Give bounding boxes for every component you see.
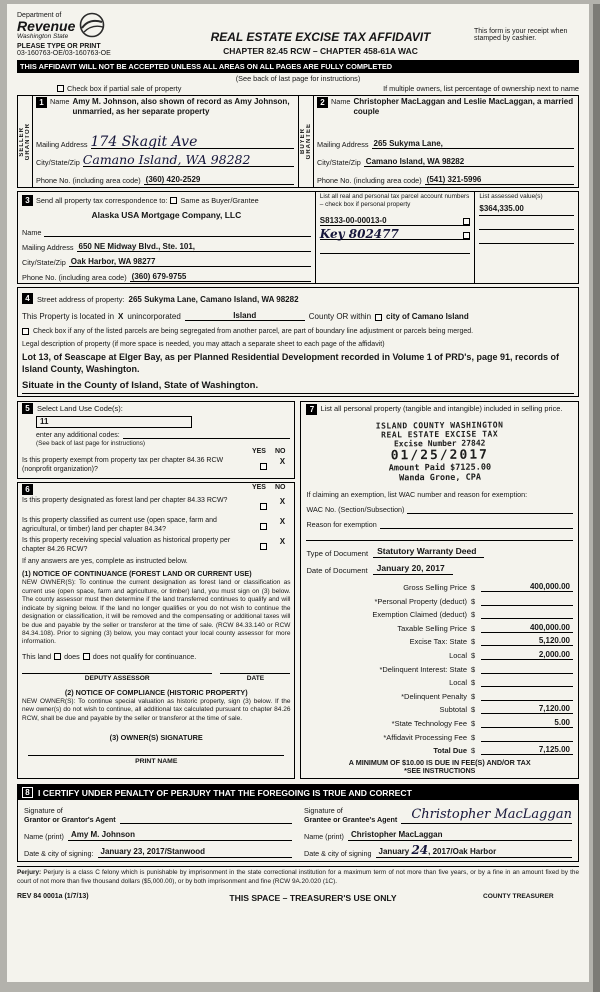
no-header-6: NO (274, 484, 286, 492)
partial-sale-row (17, 84, 579, 93)
if-yes-note: If any answers are yes, complete as instructed below. (22, 558, 188, 566)
dollar-sign: $ (471, 596, 476, 606)
stamp-county: ISLAND COUNTY WASHINGTON (375, 420, 504, 431)
money-row-delinq-penalty (306, 687, 573, 701)
money-row-delinq-interest-local (306, 674, 573, 688)
exemption-note: If claiming an exemption, list WAC number and reason for exemption: (306, 490, 528, 500)
buyer-phone-label: Phone No. (including area code) (317, 176, 422, 185)
money-value: 2,000.00 (481, 650, 573, 660)
owners-signature-label: (3) OWNER(S) SIGNATURE (109, 733, 203, 743)
grantee-signature-value: Christopher MacLaggan (411, 807, 572, 823)
grantee-signature-cell (298, 800, 578, 861)
money-label: Subtotal (439, 705, 467, 715)
seller-phone-label: Phone No. (including area code) (36, 176, 141, 185)
parcel-blank-line[interactable] (320, 240, 471, 254)
land-use-code-field[interactable]: 11 (36, 416, 192, 428)
money-label: Excise Tax: State (409, 637, 467, 647)
section-6-number: 6 (22, 484, 33, 495)
corr-name-label: Name (22, 228, 42, 237)
tax-computation-section (300, 401, 579, 779)
money-label: Taxable Selling Price (397, 623, 467, 633)
certification-section (17, 784, 579, 862)
grantee-signature-label (304, 806, 397, 824)
money-label: *State Technology Fee (391, 718, 467, 728)
revenue-logo-icon (79, 12, 105, 38)
buyer-section (298, 96, 578, 187)
segregated-checkbox[interactable] (22, 328, 29, 335)
grantee-signature-line[interactable] (401, 805, 572, 824)
section-4-number: 4 (22, 293, 33, 304)
see-back-note-2: (See back of last page for instructions) (36, 440, 146, 448)
grantor-signature-label (24, 806, 116, 824)
notice-compliance-body: NEW OWNER(S): To continue special valuation as historic property, sign (3) below. If the new owner(s) do not wish to continue, all additional tax calculated pursuant to chapter 84.26 RCW, shall be due and payable by the seller or transferor at the time of sale. (22, 697, 291, 722)
money-row-gross (306, 578, 573, 592)
warning-bar: THIS AFFIDAVIT WILL NOT BE ACCEPTED UNLESS ALL AREAS ON ALL PAGES ARE FULLY COMPLETED (17, 60, 579, 73)
legal-description-value: Lot 13, of Seascape at Elger Bay, as per Planned Residential Development recorded in Volume 1 of PRD's, page 91, records of Island County, Washington. (22, 352, 559, 374)
unincorporated-mark: X (118, 312, 124, 321)
grantee-agent-label: Grantee or Grantee's Agent (304, 815, 398, 825)
section-2-number: 2 (317, 97, 328, 108)
money-row-excise-state (306, 633, 573, 647)
additional-codes-label: enter any additional codes: (36, 432, 120, 440)
form-chapter: CHAPTER 82.45 RCW – CHAPTER 458-61A WAC (223, 46, 418, 56)
see-instructions-note: *SEE INSTRUCTIONS (404, 768, 476, 776)
unincorporated-label: unincorporated (127, 312, 181, 321)
buyer-name-value: Christopher MacLaggan and Leslie MacLaggan, a married couple (353, 97, 574, 116)
deputy-assessor-line[interactable]: DEPUTY ASSESSOR (22, 673, 212, 682)
money-label: Gross Selling Price (403, 582, 467, 592)
county-treasurer-label: COUNTY TREASURER (483, 893, 554, 901)
forest-no-answer: X (279, 497, 286, 507)
money-label: Total Due (433, 746, 467, 756)
city-checkbox[interactable] (375, 314, 382, 321)
designation-section (17, 482, 295, 779)
buyer-side-strip (299, 96, 314, 187)
this-land-label: This land (22, 651, 52, 661)
grantee-date-city-value (376, 843, 572, 858)
county-name-field[interactable]: Island (185, 311, 305, 321)
assessed-value-header: List assessed value(s) (479, 193, 543, 200)
affidavit-page (7, 4, 589, 982)
money-label: *Affidavit Processing Fee (383, 732, 467, 742)
forest-yes-checkbox[interactable] (260, 503, 267, 510)
dept-line3: Washington State (17, 33, 69, 40)
parcel-numbers-header: List all real and personal tax parcel account numbers – check box if personal property (319, 193, 470, 208)
land-use-label: Select Land Use Code(s): (37, 404, 123, 414)
money-value: 7,120.00 (481, 704, 573, 714)
reason-field[interactable] (380, 520, 573, 529)
seller-address-label: Mailing Address (36, 140, 88, 149)
certify-statement: I CERTIFY UNDER PENALTY OF PERJURY THAT THE FOREGOING IS TRUE AND CORRECT (38, 787, 412, 798)
revenue-logo-text (17, 12, 75, 40)
corr-address-label: Mailing Address (22, 243, 74, 252)
buyer-phone-field[interactable] (425, 175, 574, 185)
date-of-document-label: Date of Document (306, 566, 368, 576)
corr-phone-label: Phone No. (including area code) (22, 273, 127, 282)
date-of-document-value: January 20, 2017 (373, 563, 453, 575)
dollar-sign: $ (471, 582, 476, 592)
section-7-number: 7 (306, 404, 317, 415)
street-address-label: Street address of property: (37, 295, 125, 304)
street-address-value: 265 Sukyma Lane, Camano Island, WA 98282 (128, 295, 299, 304)
send-correspondence-label: Send all property tax correspondence to: (36, 196, 168, 205)
assessor-date-line[interactable]: DATE (220, 673, 290, 682)
buyer-city-field[interactable] (364, 157, 574, 167)
seller-phone-value: (360) 420-2529 (145, 175, 201, 184)
corr-phone-value: (360) 679-9755 (131, 272, 187, 281)
money-value[interactable] (481, 618, 573, 619)
minimum-due-note: A MINIMUM OF $10.00 IS DUE IN FEE(S) AND/OR TAX (348, 758, 531, 768)
money-label: Local (449, 678, 467, 688)
please-type-label: PLEASE TYPE OR PRINT (17, 43, 101, 50)
does-checkbox[interactable] (54, 653, 61, 660)
historic-no-answer: X (279, 537, 286, 547)
parties-section (17, 95, 579, 188)
grantee-date-typed-post: , 2017/Oak Harbor (428, 847, 497, 857)
seller-address-field[interactable] (90, 133, 294, 150)
buyer-city-label: City/State/Zip (317, 158, 361, 167)
grantee-date-typed-pre: January (378, 847, 410, 857)
stamp-amount-paid: Amount Paid $7125.00 (388, 462, 492, 474)
seller-side-strip (18, 96, 33, 187)
city-of-label: city of Camano Island (386, 312, 469, 321)
corr-name-field[interactable] (44, 228, 310, 237)
header-left (17, 12, 167, 57)
current-use-question: Is this property classified as current use (open space, farm and agricultural, or timber) land per chapter 84.34? (22, 517, 217, 534)
signature-of-label: Signature of (24, 806, 63, 816)
money-row-subtotal (306, 701, 573, 715)
grantor-date-city-label: Date & city of signing: (24, 849, 94, 859)
grantee-date-city-label: Date & city of signing (304, 849, 372, 859)
money-row-total-due (306, 742, 573, 756)
money-value[interactable] (481, 700, 573, 701)
money-row-delinq-interest-state (306, 660, 573, 674)
revenue-logo (17, 12, 167, 40)
dollar-sign: $ (471, 691, 476, 701)
personal-property-label: List all personal property (tangible and intangible) included in selling price. (320, 404, 563, 414)
does-not-label: does not qualify for continuance. (92, 651, 197, 661)
money-value[interactable] (481, 673, 573, 674)
signature-of-label: Signature of (304, 806, 343, 816)
land-use-section (17, 401, 295, 479)
located-in-label: This Property is located in (22, 312, 115, 321)
seller-city-value: Camano Island, WA 98282 (82, 152, 251, 167)
county-or-label: County OR within (308, 312, 372, 321)
buyer-phone-value: (541) 321-5996 (426, 175, 482, 184)
money-label: *Delinquent Penalty (401, 691, 467, 701)
perjury-text: Perjury is a class C felony which is punishable by imprisonment in the state correctional institution for a maximum term of not more than five years, or by a fine in an amount fixed by the court of not more than five thousand dollars ($5,000.00), or by both imprisonment and fine (RCW 9A.20.020 (1C). (17, 869, 579, 885)
type-of-document-label: Type of Document (306, 549, 369, 559)
exempt-yes-checkbox[interactable] (260, 463, 267, 470)
see-back-note: (See back of last page for instructions) (235, 74, 361, 83)
seller-city-field[interactable] (82, 152, 294, 167)
seller-name-label: Name (50, 97, 70, 106)
buyer-side-label: BUYER (300, 128, 306, 155)
dollar-sign: $ (471, 650, 476, 660)
seller-side-label: SELLER (19, 126, 25, 157)
money-row-tech-fee (306, 714, 573, 728)
buyer-address-field[interactable] (372, 139, 574, 149)
dollar-sign: $ (471, 664, 476, 674)
segregated-label: Check box if any of the listed parcels are being segregated from another parcel, are part of boundary line adjustment or parcels being merged. (33, 327, 474, 335)
assessed-blank-line-2[interactable] (479, 230, 574, 244)
multiple-owners-note: If multiple owners, list percentage of ownership next to name (383, 84, 579, 93)
form-header (17, 12, 579, 57)
partial-sale-checkbox[interactable] (57, 85, 64, 92)
situate-line: Situate in the County of Island, State of Washington. (22, 380, 574, 394)
perjury-lead: Perjury: (17, 869, 42, 877)
exempt-question: Is this property exempt from property tax per chapter 84.36 RCW (nonprofit organization)? (22, 457, 224, 474)
property-section (17, 287, 579, 397)
reason-blank-line[interactable] (306, 529, 573, 541)
money-label: *Delinquent Interest: State (379, 664, 467, 674)
yes-header-6: YES (251, 484, 266, 492)
seller-name-value: Amy M. Johnson, also shown of record as Amy Johnson, unmarried, as her separate property (72, 97, 290, 116)
footer-row (17, 893, 579, 903)
grantor-name-value: Amy M. Johnson (68, 830, 292, 841)
stamp-date: 01/25/2017 (390, 447, 489, 464)
dept-line2: Revenue (17, 18, 76, 34)
correspondence-section (17, 191, 579, 284)
stamp-excise-number: Excise Number 27842 (393, 438, 486, 449)
certification-bar (18, 785, 578, 800)
section-5-number: 5 (22, 403, 33, 414)
notice-continuance-title: (1) NOTICE OF CONTINUANCE (FOREST LAND OR CURRENT USE) (22, 569, 252, 579)
grantor-signature-line[interactable] (120, 815, 292, 824)
money-label: Local (449, 650, 467, 660)
money-label: *Personal Property (deduct) (374, 596, 467, 606)
current-use-yes-checkbox[interactable] (260, 523, 267, 530)
corr-phone-field[interactable] (130, 272, 311, 282)
money-value[interactable] (481, 686, 573, 687)
additional-codes-field[interactable] (123, 430, 291, 439)
dollar-sign: $ (471, 610, 476, 620)
correspondence-company: Alaska USA Mortgage Company, LLC (91, 210, 242, 220)
corr-city-label: City/State/Zip (22, 258, 66, 267)
historic-yes-checkbox[interactable] (260, 543, 267, 550)
grantor-side-label: GRANTOR (25, 122, 31, 161)
owners-signature-line[interactable] (28, 744, 284, 756)
seller-city-label: City/State/Zip (36, 158, 80, 167)
header-title-block (167, 30, 474, 57)
money-row-personal (306, 592, 573, 606)
parcel-number-1: S8133-00-00013-0 (319, 216, 387, 226)
does-not-checkbox[interactable] (83, 653, 90, 660)
historic-question: Is this property receiving special valuation as historical property per chapter 84.26 RCW? (22, 537, 231, 554)
stamp-signer: Wanda Grone, CPA (398, 473, 481, 484)
dollar-sign: $ (471, 678, 476, 688)
grantor-signature-cell (18, 800, 298, 861)
money-value: 400,000.00 (481, 582, 573, 592)
buyer-city-value: Camano Island, WA 98282 (365, 157, 465, 166)
money-row-exemption (306, 606, 573, 620)
exempt-no-answer: X (279, 457, 286, 467)
grantor-agent-label: Grantor or Grantor's Agent (24, 815, 116, 825)
dollar-sign: $ (471, 705, 476, 715)
grantee-name-value: Christopher MacLaggan (348, 830, 572, 841)
seller-address-value: 174 Skagit Ave (90, 133, 198, 150)
money-value: 5,120.00 (481, 636, 573, 646)
corr-city-field[interactable] (69, 257, 311, 267)
grantee-name-print-label: Name (print) (304, 832, 344, 842)
corr-address-field[interactable] (77, 242, 311, 252)
notice-continuance-body: NEW OWNER(S): To continue the current designation as forest land or classification as current use (open space, farm and agriculture, or timber) land, you must sign on (3) below. The county assessor must then determine if the land transferred continues to qualify and will indicate by signing below. If the land no longer qualifies or you do not wish to continue the designation or classification, it will be removed and the compensating or additional taxes will be due and payable by the seller or transferor at the time of sale. (RCW 84.33.140 or RCW 84.34.108). Prior to signing (3) below, you may contact your local county assessor for more information. (22, 579, 291, 646)
dollar-sign: $ (471, 623, 476, 633)
grantee-side-label: GRANTEE (306, 123, 312, 160)
stamp-title: REAL ESTATE EXCISE TAX (381, 429, 499, 440)
partial-sale-label: Check box if partial sale of property (67, 84, 182, 93)
section-8-number: 8 (22, 787, 33, 798)
type-of-document-value: Statutory Warranty Deed (373, 546, 484, 558)
forest-land-question: Is this property designated as forest land per chapter 84.33 RCW? (22, 497, 228, 505)
grantor-name-print-label: Name (print) (24, 832, 64, 842)
same-as-buyer-label: Same as Buyer/Grantee (180, 196, 259, 205)
money-value[interactable] (481, 605, 573, 606)
seller-phone-field[interactable] (144, 175, 294, 185)
corr-address-value: 650 NE Midway Blvd., Ste. 101, (78, 242, 196, 251)
does-label: does (64, 651, 80, 661)
money-row-taxable (306, 619, 573, 633)
excise-tax-stamp (376, 421, 504, 484)
same-as-buyer-checkbox[interactable] (170, 197, 177, 204)
money-value[interactable] (481, 741, 573, 742)
dollar-sign: $ (471, 732, 476, 742)
assessed-value-1: $364,335.00 (479, 204, 574, 216)
dollar-sign: $ (471, 637, 476, 647)
form-title: REAL ESTATE EXCISE TAX AFFIDAVIT (210, 30, 431, 44)
form-code: 03-160763-OE/03-160763-OE (17, 50, 111, 57)
current-use-no-answer: X (279, 517, 286, 527)
seller-section (18, 96, 298, 187)
parcel-number-2: Key 802477 (319, 226, 399, 241)
money-row-affidavit-fee (306, 728, 573, 742)
dollar-sign: $ (471, 746, 476, 756)
buyer-address-label: Mailing Address (317, 140, 369, 149)
parcel-2-personal-checkbox[interactable] (463, 232, 470, 239)
buyer-address-value: 265 Sukyma Lane, (373, 139, 443, 148)
section-3-number: 3 (22, 195, 33, 206)
legal-description-label: Legal description of property (if more space is needed, you may attach a separate sheet to each page of the affidavit) (22, 341, 385, 348)
buyer-name-label: Name (331, 97, 351, 106)
no-header-5: NO (274, 448, 286, 456)
treasurer-space-label: THIS SPACE – TREASURER'S USE ONLY (229, 893, 397, 904)
form-revision: REV 84 0001a (1/7/13) (17, 893, 89, 901)
parcel-1-personal-checkbox[interactable] (463, 218, 470, 225)
money-value: 400,000.00 (481, 623, 573, 633)
receipt-note: This form is your receipt when stamped by cashier. (474, 27, 568, 42)
section-1-number: 1 (36, 97, 47, 108)
wac-label: WAC No. (Section/Subsection) (306, 505, 405, 515)
yes-header-5: YES (251, 448, 266, 456)
grantor-date-city-value: January 23, 2017/Stanwood (98, 847, 292, 858)
wac-field[interactable] (407, 505, 573, 514)
money-value: 7,125.00 (481, 745, 573, 755)
grantee-date-handwritten-day: 24 (411, 843, 429, 858)
corr-city-value: Oak Harbor, WA 98277 (70, 257, 156, 266)
money-label: Exemption Claimed (deduct) (372, 610, 467, 620)
money-row-excise-local (306, 646, 573, 660)
print-name-label: PRINT NAME (135, 758, 178, 766)
dept-line1: Department of (17, 12, 62, 19)
assessed-blank-line-1[interactable] (479, 216, 574, 230)
money-value: 5.00 (481, 718, 573, 728)
dollar-sign: $ (471, 718, 476, 728)
reason-label: Reason for exemption (306, 520, 377, 530)
notice-compliance-title: (2) NOTICE OF COMPLIANCE (HISTORIC PROPERTY) (64, 687, 248, 697)
perjury-note (17, 866, 579, 886)
